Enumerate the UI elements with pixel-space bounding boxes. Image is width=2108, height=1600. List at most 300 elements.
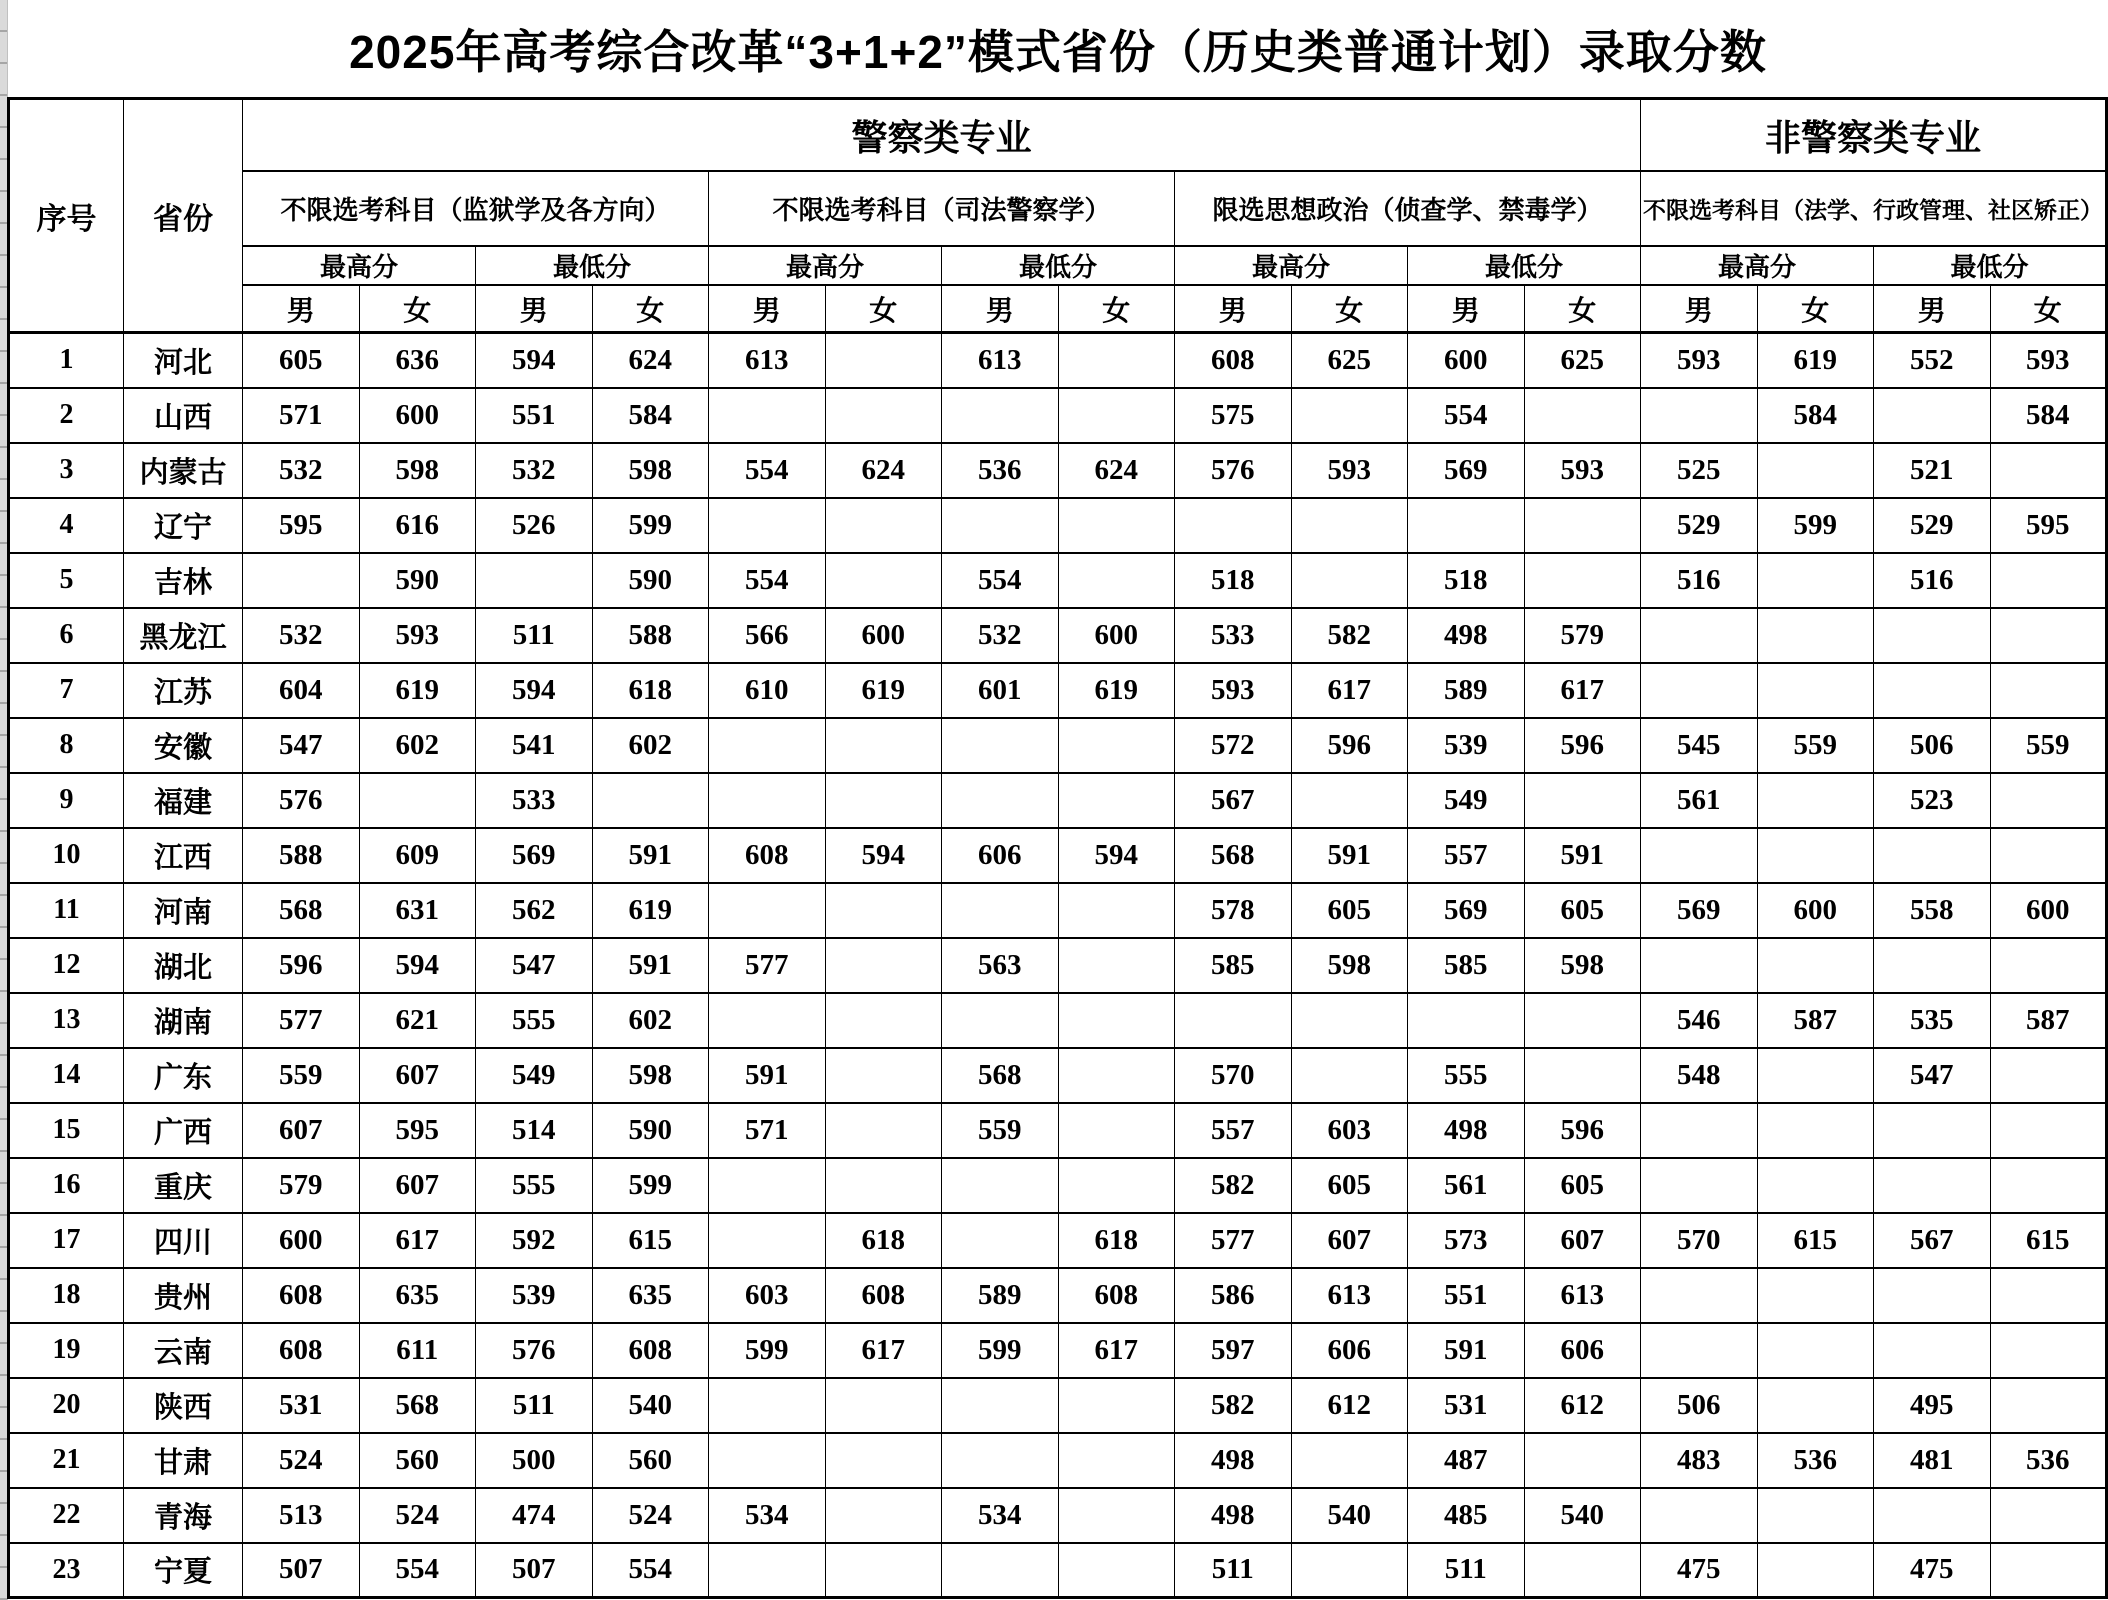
score-cell: 594 xyxy=(1058,828,1175,883)
score-cell: 554 xyxy=(592,1543,709,1598)
score-cell: 600 xyxy=(1408,333,1525,388)
score-cell: 608 xyxy=(592,1323,709,1378)
score-cell xyxy=(1291,993,1408,1048)
score-cell: 554 xyxy=(1408,388,1525,443)
score-cell: 594 xyxy=(359,938,476,993)
score-cell xyxy=(1874,663,1991,718)
score-cell xyxy=(1757,443,1874,498)
seq-cell: 15 xyxy=(9,1103,124,1158)
province-cell: 辽宁 xyxy=(124,498,243,553)
score-cell xyxy=(476,553,593,608)
seq-cell: 14 xyxy=(9,1048,124,1103)
score-cell xyxy=(825,883,942,938)
score-cell xyxy=(1408,993,1525,1048)
province-cell: 黑龙江 xyxy=(124,608,243,663)
score-cell: 587 xyxy=(1757,993,1874,1048)
table-row xyxy=(9,883,2107,938)
score-cell xyxy=(1291,498,1408,553)
score-cell xyxy=(1524,498,1641,553)
table-row xyxy=(9,388,2107,443)
table-row xyxy=(9,498,2107,553)
score-cell xyxy=(825,498,942,553)
score-cell xyxy=(1291,553,1408,608)
score-cell xyxy=(942,1433,1059,1488)
score-cell: 588 xyxy=(243,828,360,883)
table-row xyxy=(9,608,2107,663)
score-cell xyxy=(942,993,1059,1048)
score-cell: 552 xyxy=(1874,333,1991,388)
score-cell xyxy=(1874,1323,1991,1378)
seq-cell: 23 xyxy=(9,1543,124,1598)
score-cell: 532 xyxy=(243,443,360,498)
score-cell: 518 xyxy=(1175,553,1292,608)
female-header: 女 xyxy=(1058,285,1175,333)
score-cell: 596 xyxy=(243,938,360,993)
score-cell: 615 xyxy=(592,1213,709,1268)
score-cell xyxy=(1990,828,2107,883)
score-cell: 554 xyxy=(709,443,826,498)
score-cell xyxy=(1175,993,1292,1048)
score-cell: 563 xyxy=(942,938,1059,993)
seq-cell: 20 xyxy=(9,1378,124,1433)
score-cell: 558 xyxy=(1874,883,1991,938)
score-cell xyxy=(825,1103,942,1158)
score-cell xyxy=(1990,1103,2107,1158)
score-cell: 567 xyxy=(1175,773,1292,828)
score-cell: 615 xyxy=(1990,1213,2107,1268)
province-cell: 河南 xyxy=(124,883,243,938)
score-cell: 615 xyxy=(1757,1213,1874,1268)
score-cell xyxy=(1990,1488,2107,1543)
table-row xyxy=(9,1488,2107,1543)
score-cell: 613 xyxy=(942,333,1059,388)
score-cell: 539 xyxy=(476,1268,593,1323)
score-cell: 608 xyxy=(1175,333,1292,388)
province-cell: 江苏 xyxy=(124,663,243,718)
score-cell: 612 xyxy=(1524,1378,1641,1433)
police-majors-group-header: 警察类专业 xyxy=(243,99,1641,172)
seq-cell: 11 xyxy=(9,883,124,938)
score-cell xyxy=(1990,663,2107,718)
score-cell xyxy=(1874,828,1991,883)
score-cell: 536 xyxy=(1757,1433,1874,1488)
score-cell: 569 xyxy=(1408,443,1525,498)
score-cell: 589 xyxy=(1408,663,1525,718)
province-cell: 湖南 xyxy=(124,993,243,1048)
province-cell: 宁夏 xyxy=(124,1543,243,1598)
score-cell: 590 xyxy=(359,553,476,608)
score-cell: 559 xyxy=(243,1048,360,1103)
male-header: 男 xyxy=(1408,285,1525,333)
score-cell: 618 xyxy=(825,1213,942,1268)
male-header: 男 xyxy=(1641,285,1758,333)
table-row xyxy=(9,1268,2107,1323)
score-cell: 612 xyxy=(1291,1378,1408,1433)
score-cell: 554 xyxy=(942,553,1059,608)
score-cell xyxy=(1874,608,1991,663)
female-header: 女 xyxy=(592,285,709,333)
score-cell: 596 xyxy=(1524,718,1641,773)
score-cell xyxy=(709,1543,826,1598)
score-cell: 561 xyxy=(1408,1158,1525,1213)
score-cell: 635 xyxy=(359,1268,476,1323)
province-cell: 陕西 xyxy=(124,1378,243,1433)
score-cell xyxy=(592,773,709,828)
score-cell xyxy=(1757,773,1874,828)
score-cell: 618 xyxy=(1058,1213,1175,1268)
score-cell: 562 xyxy=(476,883,593,938)
province-cell: 重庆 xyxy=(124,1158,243,1213)
score-cell: 549 xyxy=(476,1048,593,1103)
score-cell: 571 xyxy=(243,388,360,443)
score-cell xyxy=(1641,1103,1758,1158)
table-row xyxy=(9,1543,2107,1598)
table-body xyxy=(9,333,2107,1598)
score-cell: 582 xyxy=(1175,1378,1292,1433)
score-cell: 607 xyxy=(243,1103,360,1158)
score-cell xyxy=(1058,718,1175,773)
score-cell: 568 xyxy=(359,1378,476,1433)
score-cell: 579 xyxy=(1524,608,1641,663)
score-cell: 475 xyxy=(1641,1543,1758,1598)
score-cell: 619 xyxy=(592,883,709,938)
score-cell xyxy=(1990,1048,2107,1103)
score-cell xyxy=(1291,388,1408,443)
score-cell: 551 xyxy=(476,388,593,443)
score-cell: 608 xyxy=(243,1323,360,1378)
score-cell xyxy=(709,718,826,773)
score-cell: 531 xyxy=(1408,1378,1525,1433)
score-cell: 600 xyxy=(359,388,476,443)
score-cell: 619 xyxy=(1058,663,1175,718)
score-cell: 617 xyxy=(825,1323,942,1378)
score-cell: 602 xyxy=(359,718,476,773)
score-cell: 516 xyxy=(1641,553,1758,608)
score-cell xyxy=(1757,1378,1874,1433)
score-cell: 605 xyxy=(1524,883,1641,938)
score-cell: 594 xyxy=(825,828,942,883)
score-cell: 578 xyxy=(1175,883,1292,938)
score-cell: 576 xyxy=(1175,443,1292,498)
score-cell: 533 xyxy=(476,773,593,828)
score-cell xyxy=(1757,1488,1874,1543)
score-cell: 559 xyxy=(942,1103,1059,1158)
score-cell: 593 xyxy=(1641,333,1758,388)
score-cell xyxy=(1990,1268,2107,1323)
score-cell xyxy=(709,883,826,938)
score-cell xyxy=(825,1158,942,1213)
score-cell xyxy=(1757,1323,1874,1378)
score-cell: 546 xyxy=(1641,993,1758,1048)
score-cell: 498 xyxy=(1175,1433,1292,1488)
score-cell: 560 xyxy=(592,1433,709,1488)
score-cell: 507 xyxy=(476,1543,593,1598)
score-cell: 535 xyxy=(1874,993,1991,1048)
seq-cell: 10 xyxy=(9,828,124,883)
score-cell: 618 xyxy=(592,663,709,718)
score-cell: 500 xyxy=(476,1433,593,1488)
score-cell: 533 xyxy=(1175,608,1292,663)
score-cell xyxy=(1408,498,1525,553)
seq-cell: 3 xyxy=(9,443,124,498)
score-cell xyxy=(825,718,942,773)
score-cell: 551 xyxy=(1408,1268,1525,1323)
seq-cell: 16 xyxy=(9,1158,124,1213)
score-cell: 593 xyxy=(1524,443,1641,498)
score-cell: 481 xyxy=(1874,1433,1991,1488)
score-cell xyxy=(1990,443,2107,498)
score-cell: 594 xyxy=(476,663,593,718)
seq-cell: 2 xyxy=(9,388,124,443)
header-row-max-min xyxy=(9,246,2107,285)
score-cell: 584 xyxy=(592,388,709,443)
score-cell xyxy=(942,1543,1059,1598)
score-cell: 607 xyxy=(359,1048,476,1103)
non-police-majors-group-header: 非警察类专业 xyxy=(1641,99,2107,172)
province-cell: 河北 xyxy=(124,333,243,388)
table-row xyxy=(9,1378,2107,1433)
score-cell: 557 xyxy=(1175,1103,1292,1158)
score-cell: 584 xyxy=(1990,388,2107,443)
table-row xyxy=(9,553,2107,608)
score-cell: 606 xyxy=(1524,1323,1641,1378)
score-cell: 575 xyxy=(1175,388,1292,443)
province-cell: 甘肃 xyxy=(124,1433,243,1488)
score-cell xyxy=(1524,1543,1641,1598)
score-cell xyxy=(1641,1268,1758,1323)
score-cell xyxy=(1990,1543,2107,1598)
score-cell: 567 xyxy=(1874,1213,1991,1268)
score-cell: 602 xyxy=(592,993,709,1048)
score-cell: 591 xyxy=(592,828,709,883)
female-header: 女 xyxy=(1990,285,2107,333)
score-cell: 617 xyxy=(1058,1323,1175,1378)
score-cell: 601 xyxy=(942,663,1059,718)
score-cell: 593 xyxy=(1990,333,2107,388)
score-cell xyxy=(825,938,942,993)
score-cell: 600 xyxy=(1058,608,1175,663)
score-cell xyxy=(1058,1103,1175,1158)
score-cell: 540 xyxy=(592,1378,709,1433)
score-cell: 625 xyxy=(1524,333,1641,388)
score-cell xyxy=(709,1378,826,1433)
score-cell: 624 xyxy=(1058,443,1175,498)
seq-cell: 8 xyxy=(9,718,124,773)
score-cell: 566 xyxy=(709,608,826,663)
province-cell: 福建 xyxy=(124,773,243,828)
score-cell: 526 xyxy=(476,498,593,553)
score-cell xyxy=(709,1158,826,1213)
score-cell xyxy=(942,498,1059,553)
subject-header-law-admin: 不限选考科目（法学、行政管理、社区矫正） xyxy=(1641,171,2107,246)
score-cell xyxy=(709,773,826,828)
female-header: 女 xyxy=(359,285,476,333)
score-cell: 475 xyxy=(1874,1543,1991,1598)
score-cell: 591 xyxy=(1408,1323,1525,1378)
score-cell: 555 xyxy=(476,993,593,1048)
score-cell xyxy=(1524,1433,1641,1488)
score-cell xyxy=(1757,663,1874,718)
score-cell xyxy=(1524,993,1641,1048)
score-cell: 529 xyxy=(1641,498,1758,553)
score-cell: 593 xyxy=(1175,663,1292,718)
admission-scores-table xyxy=(7,97,2108,1599)
score-cell: 534 xyxy=(942,1488,1059,1543)
score-cell xyxy=(1058,1543,1175,1598)
score-cell: 532 xyxy=(942,608,1059,663)
max-score-header: 最高分 xyxy=(1641,246,1874,285)
score-cell: 584 xyxy=(1757,388,1874,443)
score-cell: 606 xyxy=(942,828,1059,883)
score-cell: 590 xyxy=(592,1103,709,1158)
male-header: 男 xyxy=(1874,285,1991,333)
score-cell xyxy=(1058,553,1175,608)
score-cell: 524 xyxy=(243,1433,360,1488)
score-cell xyxy=(1641,388,1758,443)
score-cell: 608 xyxy=(1058,1268,1175,1323)
province-cell: 内蒙古 xyxy=(124,443,243,498)
score-cell xyxy=(1058,883,1175,938)
score-cell: 616 xyxy=(359,498,476,553)
score-cell xyxy=(1874,1268,1991,1323)
score-cell: 607 xyxy=(359,1158,476,1213)
score-cell: 572 xyxy=(1175,718,1292,773)
score-cell: 514 xyxy=(476,1103,593,1158)
score-cell: 599 xyxy=(592,498,709,553)
score-cell: 596 xyxy=(1524,1103,1641,1158)
female-header: 女 xyxy=(825,285,942,333)
score-cell: 594 xyxy=(476,333,593,388)
score-cell xyxy=(1641,828,1758,883)
score-cell xyxy=(825,553,942,608)
score-cell xyxy=(1757,1268,1874,1323)
score-cell: 474 xyxy=(476,1488,593,1543)
subject-header-judicial-police: 不限选考科目（司法警察学） xyxy=(709,171,1175,246)
score-cell: 577 xyxy=(243,993,360,1048)
score-cell: 605 xyxy=(1291,883,1408,938)
score-cell: 521 xyxy=(1874,443,1991,498)
province-column-header: 省份 xyxy=(124,99,243,333)
male-header: 男 xyxy=(1175,285,1292,333)
score-cell: 611 xyxy=(359,1323,476,1378)
score-cell: 568 xyxy=(243,883,360,938)
table-row xyxy=(9,938,2107,993)
score-cell: 600 xyxy=(1757,883,1874,938)
score-cell: 531 xyxy=(243,1378,360,1433)
province-cell: 广西 xyxy=(124,1103,243,1158)
table-header xyxy=(9,99,2107,333)
min-score-header: 最低分 xyxy=(476,246,709,285)
table-row xyxy=(9,1213,2107,1268)
score-cell xyxy=(1757,1103,1874,1158)
score-cell xyxy=(1757,1048,1874,1103)
score-cell xyxy=(1990,1323,2107,1378)
score-cell: 607 xyxy=(1291,1213,1408,1268)
score-cell: 605 xyxy=(1524,1158,1641,1213)
seq-cell: 4 xyxy=(9,498,124,553)
male-header: 男 xyxy=(476,285,593,333)
score-cell xyxy=(1874,1103,1991,1158)
score-cell: 579 xyxy=(243,1158,360,1213)
score-cell: 536 xyxy=(1990,1433,2107,1488)
score-cell: 617 xyxy=(1524,663,1641,718)
score-cell: 534 xyxy=(709,1488,826,1543)
score-cell: 576 xyxy=(243,773,360,828)
max-score-header: 最高分 xyxy=(243,246,476,285)
score-cell: 555 xyxy=(476,1158,593,1213)
score-cell xyxy=(1058,1378,1175,1433)
score-cell: 603 xyxy=(709,1268,826,1323)
max-score-header: 最高分 xyxy=(1175,246,1408,285)
score-cell xyxy=(1641,608,1758,663)
score-cell: 561 xyxy=(1641,773,1758,828)
score-cell: 511 xyxy=(1175,1543,1292,1598)
min-score-header: 最低分 xyxy=(1408,246,1641,285)
score-cell: 593 xyxy=(1291,443,1408,498)
score-cell: 595 xyxy=(359,1103,476,1158)
score-cell: 636 xyxy=(359,333,476,388)
score-cell xyxy=(1058,993,1175,1048)
score-cell: 598 xyxy=(1291,938,1408,993)
score-cell: 599 xyxy=(709,1323,826,1378)
score-cell: 524 xyxy=(592,1488,709,1543)
score-cell: 610 xyxy=(709,663,826,718)
score-cell: 506 xyxy=(1641,1378,1758,1433)
score-cell xyxy=(942,1213,1059,1268)
score-cell: 619 xyxy=(825,663,942,718)
score-cell: 600 xyxy=(825,608,942,663)
score-cell xyxy=(1058,773,1175,828)
score-cell: 498 xyxy=(1408,1103,1525,1158)
score-cell xyxy=(359,773,476,828)
score-cell xyxy=(1990,938,2107,993)
score-cell: 569 xyxy=(1408,883,1525,938)
score-cell: 619 xyxy=(359,663,476,718)
score-cell xyxy=(825,1048,942,1103)
score-cell: 592 xyxy=(476,1213,593,1268)
score-cell xyxy=(709,1433,826,1488)
table-row xyxy=(9,828,2107,883)
table-row xyxy=(9,1158,2107,1213)
score-cell: 541 xyxy=(476,718,593,773)
table-row xyxy=(9,773,2107,828)
score-cell xyxy=(942,773,1059,828)
male-header: 男 xyxy=(709,285,826,333)
score-cell: 599 xyxy=(592,1158,709,1213)
score-cell xyxy=(1058,333,1175,388)
score-cell xyxy=(825,1543,942,1598)
score-cell: 587 xyxy=(1990,993,2107,1048)
score-cell xyxy=(709,388,826,443)
score-cell: 591 xyxy=(1291,828,1408,883)
score-cell xyxy=(1990,1158,2107,1213)
score-cell: 540 xyxy=(1291,1488,1408,1543)
table-row xyxy=(9,1048,2107,1103)
province-cell: 湖北 xyxy=(124,938,243,993)
score-cell xyxy=(1757,1543,1874,1598)
male-header: 男 xyxy=(243,285,360,333)
score-cell xyxy=(1175,498,1292,553)
score-cell xyxy=(1291,1048,1408,1103)
score-cell: 495 xyxy=(1874,1378,1991,1433)
score-cell: 577 xyxy=(709,938,826,993)
score-cell xyxy=(1757,828,1874,883)
score-cell: 576 xyxy=(476,1323,593,1378)
score-cell xyxy=(1291,1433,1408,1488)
score-cell: 613 xyxy=(709,333,826,388)
seq-cell: 5 xyxy=(9,553,124,608)
score-cell xyxy=(825,993,942,1048)
